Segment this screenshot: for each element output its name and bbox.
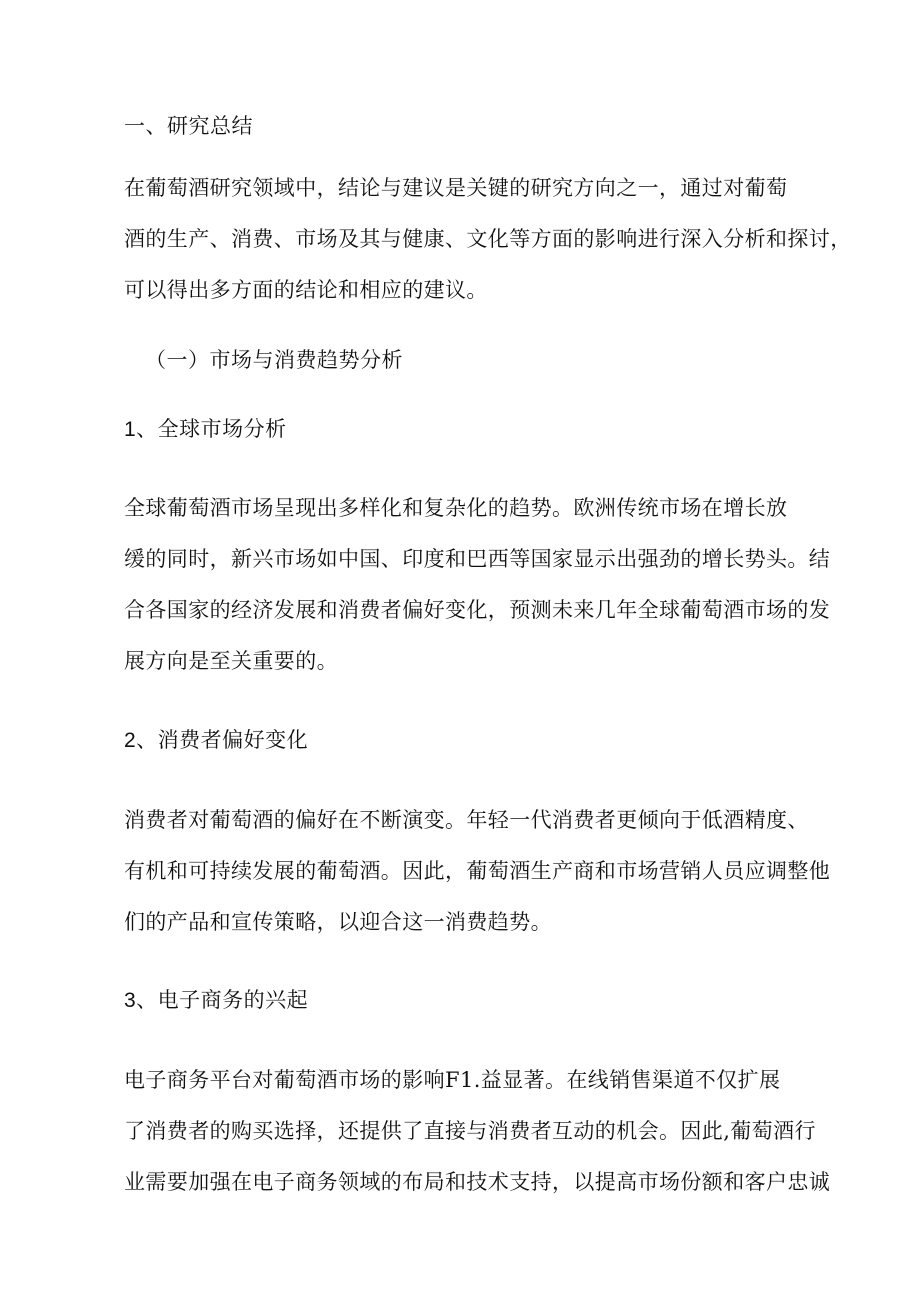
paragraph-line: 们的产品和宣传策略，以迎合这一消费趋势。 bbox=[124, 910, 552, 934]
consumer-preferences-paragraph bbox=[124, 795, 856, 948]
item-heading-ecommerce: 3、电子商务的兴起 bbox=[124, 989, 309, 1012]
paragraph-line: 展方向是至关重要的。 bbox=[124, 649, 338, 673]
paragraph-line: 电子商务平台对葡萄酒市场的影响F1.益显著。在线销售渠道不仅扩展 bbox=[124, 1068, 781, 1092]
item-heading-global-market: 1、全球市场分析 bbox=[124, 418, 287, 441]
section-heading-research-summary: 一、研究总结 bbox=[124, 114, 253, 138]
paragraph-line: 了消费者的购买选择，还提供了直接与消费者互动的机会。因此,葡萄酒行 bbox=[124, 1119, 816, 1143]
paragraph-line: 在葡萄酒研究领域中，结论与建议是关键的研究方向之一，通过对葡萄 bbox=[124, 176, 788, 200]
ecommerce-paragraph bbox=[124, 1055, 856, 1208]
paragraph-line: 酒的生产、消费、市场及其与健康、文化等方面的影响进行深入分析和探讨， bbox=[124, 227, 852, 251]
paragraph-line: 合各国家的经济发展和消费者偏好变化，预测未来几年全球葡萄酒市场的发 bbox=[124, 598, 831, 622]
item-heading-consumer-preferences: 2、消费者偏好变化 bbox=[124, 729, 309, 752]
paragraph-line: 全球葡萄酒市场呈现出多样化和复杂化的趋势。欧洲传统市场在增长放 bbox=[124, 496, 788, 520]
intro-paragraph bbox=[124, 163, 856, 316]
subsection-heading-market-trends: （一）市场与消费趋势分析 bbox=[145, 348, 403, 372]
paragraph-line: 可以得出多方面的结论和相应的建议。 bbox=[124, 278, 488, 302]
global-market-paragraph bbox=[124, 483, 856, 687]
paragraph-line: 消费者对葡萄酒的偏好在不断演变。年轻一代消费者更倾向于低酒精度、 bbox=[124, 808, 809, 832]
paragraph-line: 业需要加强在电子商务领域的布局和技术支持，以提高市场份额和客户忠诚 bbox=[124, 1170, 831, 1194]
paragraph-line: 缓的同时，新兴市场如中国、印度和巴西等国家显示出强劲的增长势头。结 bbox=[124, 547, 831, 571]
paragraph-line: 有机和可持续发展的葡萄酒。因此，葡萄酒生产商和市场营销人员应调整他 bbox=[124, 859, 831, 883]
